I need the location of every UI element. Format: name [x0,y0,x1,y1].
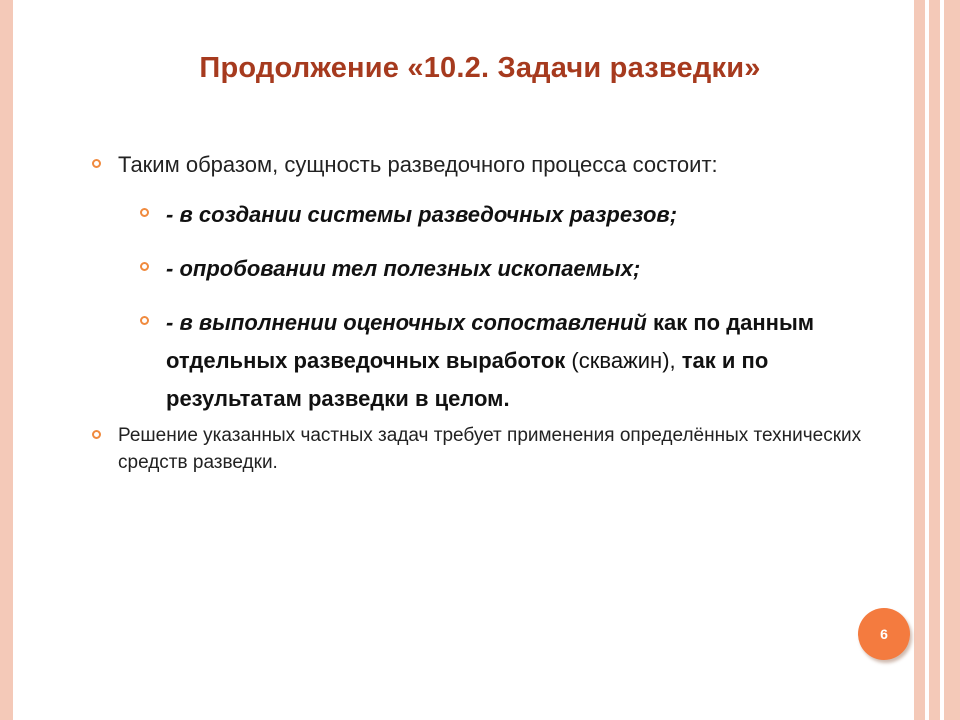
bullet-icon [140,262,149,271]
sub-bullet-3-text-italic: - в выполнении оценочных сопоставлений [166,310,647,335]
sub-bullet-3-text-bold: как по данным отдельных разведочных выработок [166,310,815,373]
bullet-icon [140,316,149,325]
sub-bullet-3-text-bold-end: так и по результатам разведки в целом. [166,348,769,411]
sub-bullet-2-text: - опробовании тел полезных ископаемых; [166,256,641,281]
slide-title: Продолжение «10.2. Задачи разведки» [199,52,761,84]
bullet-second [92,422,872,476]
right-border-decoration [908,0,960,720]
left-border-decoration [0,0,13,720]
bullet-intro-text: Таким образом, сущность разведочного процесса состоит: [118,152,718,177]
sub-bullet-1-text: - в создании системы разведочных разрезов; [166,202,678,227]
bullet-second-text: Решение указанных частных задач требует применения определённых технических средств разведки. [118,425,862,473]
page-number-badge: 6 [858,608,910,660]
sub-bullet-3 [140,304,872,418]
sub-bullet-3-text-normal: (скважин), [565,348,682,373]
bullet-intro [92,150,872,180]
bullet-icon [92,159,101,168]
sub-bullet-1 [140,196,872,234]
bullet-icon [92,430,101,439]
bullet-icon [140,208,149,217]
slide-content [92,150,872,476]
sub-bullet-2 [140,250,872,288]
